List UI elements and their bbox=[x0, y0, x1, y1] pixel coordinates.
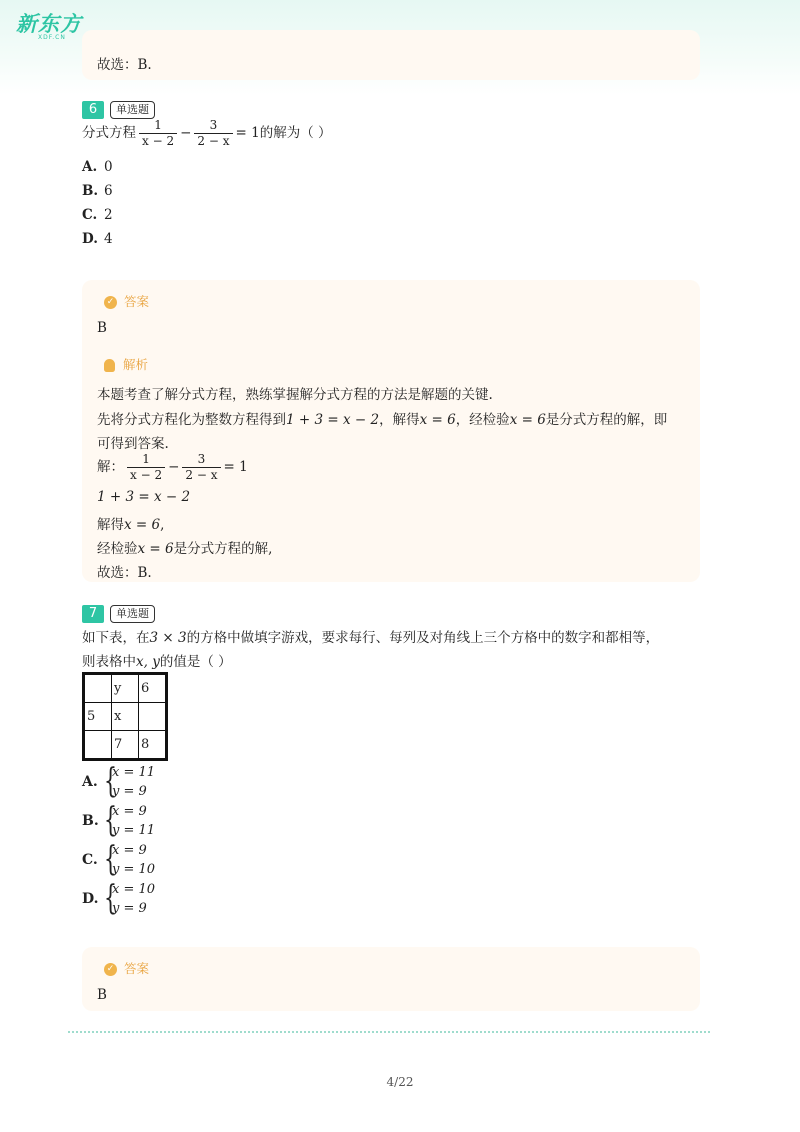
magic-square-grid bbox=[82, 672, 168, 761]
option-c: C. { x = 9 y = 10 bbox=[82, 839, 156, 879]
analysis-line: 经检验x = 6是分式方程的解, bbox=[97, 541, 273, 557]
analysis-label: 解析 bbox=[104, 355, 148, 373]
grid-row bbox=[84, 674, 167, 703]
question-7-stem: 如下表，在3 × 3的方格中做填字游戏，要求每行、每列及对角线上三个方格中的数字和都相等， bbox=[82, 630, 660, 646]
analysis-line: 解得x = 6, bbox=[97, 517, 165, 533]
question-number: 7 bbox=[82, 605, 104, 623]
option-d: D. 4 bbox=[82, 231, 113, 247]
logo-subtext: XDF.CN bbox=[38, 34, 66, 41]
analysis-line: 1 + 3 = x − 2 bbox=[97, 489, 191, 505]
grid-cell: 6 bbox=[139, 674, 167, 703]
option-b: B. { x = 9 y = 11 bbox=[82, 800, 156, 840]
option-d: D. { x = 10 y = 9 bbox=[82, 878, 156, 918]
stem-text: = 1的解为（ ） bbox=[235, 125, 332, 141]
question-type-tag: 单选题 bbox=[110, 101, 155, 119]
question-number: 6 bbox=[82, 101, 104, 119]
question-6-header bbox=[82, 101, 155, 119]
grid-cell: 5 bbox=[84, 703, 112, 731]
analysis-line: 可得到答案. bbox=[97, 436, 169, 452]
option-b: B. 6 bbox=[82, 183, 113, 199]
analysis-line: 本题考查了解分式方程，熟练掌握解分式方程的方法是解题的关键. bbox=[97, 387, 493, 403]
check-badge-icon: ✓ bbox=[104, 296, 117, 309]
equation-system: { x = 11 y = 9 bbox=[104, 761, 156, 801]
xdf-logo bbox=[16, 8, 82, 41]
q7-answer-box bbox=[82, 947, 700, 1011]
check-badge-icon: ✓ bbox=[104, 963, 117, 976]
fraction: $\frac{1}{x - 2}$ bbox=[127, 452, 165, 483]
grid-cell: 8 bbox=[139, 731, 167, 760]
answer-value: B bbox=[97, 987, 107, 1003]
question-type-tag: 单选题 bbox=[110, 605, 155, 623]
equation-system: { x = 9 y = 10 bbox=[104, 839, 156, 879]
fraction: $\frac{1}{x - 2}$ bbox=[139, 118, 177, 149]
equation-system: { x = 10 y = 9 bbox=[104, 878, 156, 918]
analysis-equation: 解： $\frac{1}{x - 2}$ − $\frac{3}{2 - x}$ = 1 bbox=[97, 452, 248, 482]
answer-value: B bbox=[97, 320, 107, 336]
grid-cell: 7 bbox=[112, 731, 139, 760]
prev-analysis-box bbox=[82, 30, 700, 80]
grid-cell: x bbox=[112, 703, 139, 731]
grid-cell bbox=[84, 731, 112, 760]
grid-row bbox=[84, 731, 167, 760]
fraction: $\frac{3}{2 - x}$ bbox=[182, 452, 220, 483]
grid-row bbox=[84, 703, 167, 731]
grid-cell bbox=[84, 674, 112, 703]
logo-text: 新东方 bbox=[16, 12, 82, 36]
question-6-stem: 分式方程 $\frac{1}{x - 2}$ − $\frac{3}{2 - x}$ = 1的解为（ ） bbox=[82, 118, 332, 148]
footer-divider bbox=[68, 1031, 710, 1033]
page-number: 4/22 bbox=[386, 1075, 414, 1089]
equation-system: { x = 9 y = 11 bbox=[104, 800, 156, 840]
grid-cell: y bbox=[112, 674, 139, 703]
option-a: A. { x = 11 y = 9 bbox=[82, 761, 156, 801]
question-7-header bbox=[82, 605, 155, 623]
fraction: $\frac{3}{2 - x}$ bbox=[194, 118, 232, 149]
prev-conclusion: 故选：B. bbox=[97, 57, 152, 73]
lightbulb-icon bbox=[104, 359, 115, 372]
analysis-line: 故选：B. bbox=[97, 565, 152, 581]
answer-label: ✓ 答案 bbox=[104, 959, 149, 977]
option-c: C. 2 bbox=[82, 207, 113, 223]
stem-text: 分式方程 bbox=[82, 125, 136, 141]
question-7-stem: 则表格中x, y的值是（ ） bbox=[82, 654, 232, 670]
option-a: A. 0 bbox=[82, 159, 113, 175]
analysis-line: 先将分式方程化为整数方程得到1 + 3 = x − 2，解得x = 6，经检验x = 6是分式方程的解，即 bbox=[97, 412, 668, 428]
answer-label: ✓ 答案 bbox=[104, 292, 149, 310]
grid-cell bbox=[139, 703, 167, 731]
